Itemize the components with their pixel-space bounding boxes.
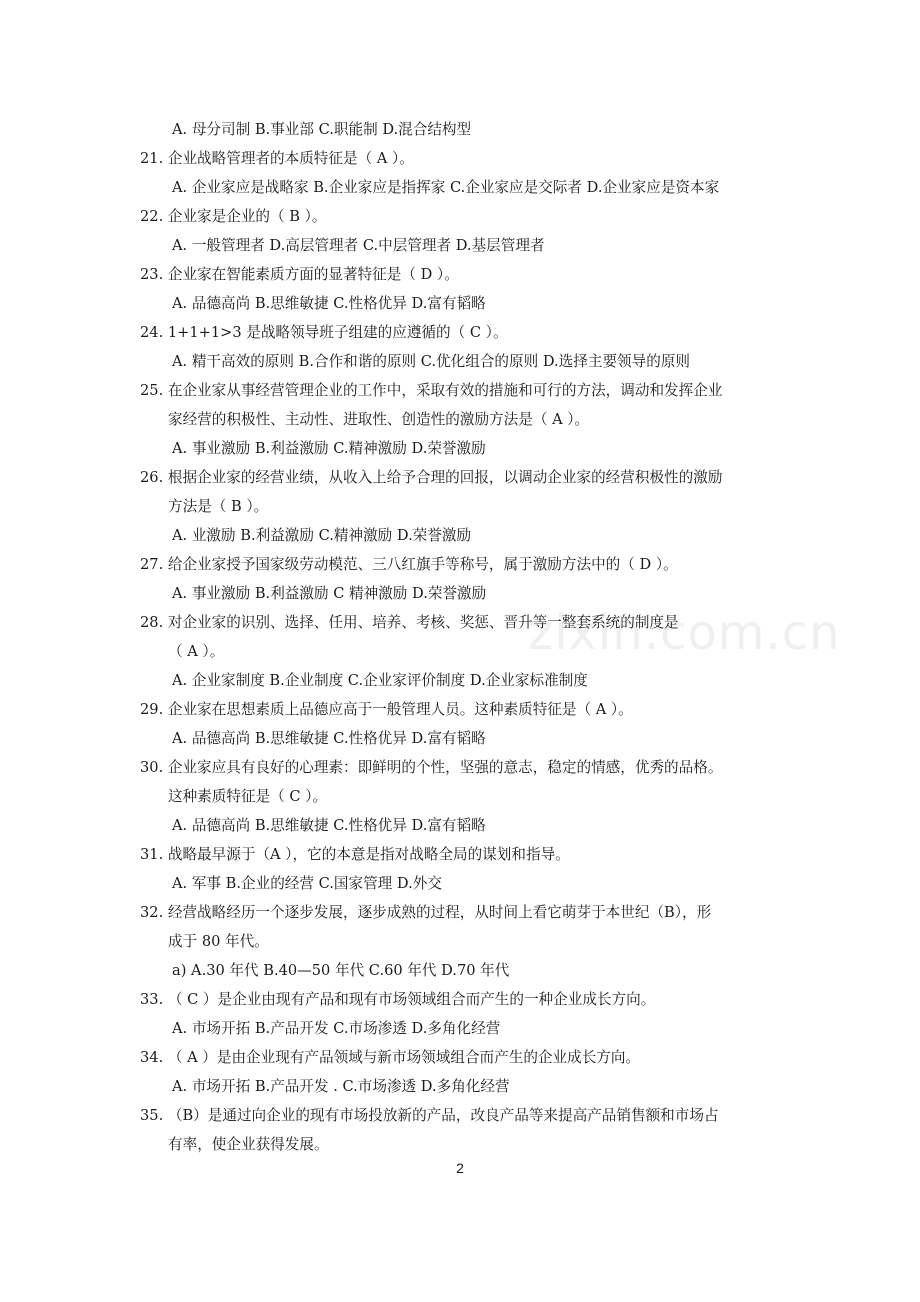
question-28: 28. 对企业家的识别、选择、任用、培养、考核、奖惩、晋升等一整套系统的制度是: [140, 614, 679, 631]
options-23: A. 品德高尚 B.思维敏捷 C.性格优异 D.富有韬略: [172, 295, 486, 312]
question-26: 26. 根据企业家的经营业绩，从收入上给予合理的回报，以调动企业家的经营积极性的激励: [140, 469, 723, 486]
question-32: 32. 经营战略经历一个逐步发展，逐步成熟的过程，从时间上看它萌芽于本世纪（B），形: [140, 904, 712, 921]
question-24: 24. 1+1+1>3 是战略领导班子组建的应遵循的（ C ）。: [140, 324, 508, 341]
question-32-cont: 成于 80 年代。: [168, 933, 269, 950]
watermark: zixin.com.cn: [528, 605, 841, 661]
question-35: 35. （B）是通过向企业的现有市场投放新的产品，改良产品等来提高产品销售额和市场占: [140, 1107, 719, 1124]
options-29: A. 品德高尚 B.思维敏捷 C.性格优异 D.富有韬略: [172, 730, 486, 747]
options-27: A. 事业激励 B.利益激励 C 精神激励 D.荣誉激励: [172, 585, 487, 602]
question-26-cont: 方法是（ B ）。: [168, 498, 269, 515]
options-34: A. 市场开拓 B.产品开发 . C.市场渗透 D.多角化经营: [172, 1078, 510, 1095]
question-28-cont: （ A ）。: [168, 643, 225, 660]
question-22: 22. 企业家是企业的（ B ）。: [140, 208, 327, 225]
options-21: A. 企业家应是战略家 B.企业家应是指挥家 C.企业家应是交际者 D.企业家应是资本家: [172, 179, 720, 196]
options-22: A. 一般管理者 D.高层管理者 C.中层管理者 D.基层管理者: [172, 237, 545, 254]
question-33: 33. （ C ）是企业由现有产品和现有市场领域组合而产生的一种企业成长方向。: [140, 991, 656, 1008]
question-27: 27. 给企业家授予国家级劳动模范、三八红旗手等称号，属于激励方法中的（ D ）。: [140, 556, 678, 573]
question-23: 23. 企业家在智能素质方面的显著特征是（ D ）。: [140, 266, 459, 283]
options-24: A. 精干高效的原则 B.合作和谐的原则 C.优化组合的原则 D.选择主要领导的原则: [172, 353, 691, 370]
question-34: 34. （ A ）是由企业现有产品领域与新市场领域组合而产生的企业成长方向。: [140, 1049, 641, 1066]
question-21: 21. 企业战略管理者的本质特征是（ A ）。: [140, 150, 414, 167]
question-31: 31. 战略最早源于（A ），它的本意是指对战略全局的谋划和指导。: [140, 846, 570, 863]
options-28: A. 企业家制度 B.企业制度 C.企业家评价制度 D.企业家标准制度: [172, 672, 588, 689]
question-35-cont: 有率，使企业获得发展。: [168, 1136, 329, 1153]
options-30: A. 品德高尚 B.思维敏捷 C.性格优异 D.富有韬略: [172, 817, 486, 834]
question-25: 25. 在企业家从事经营管理企业的工作中，采取有效的措施和可行的方法，调动和发挥企业: [140, 382, 723, 399]
question-29: 29. 企业家在思想素质上品德应高于一般管理人员。这种素质特征是（ A ）。: [140, 701, 633, 718]
options-32: a) A.30 年代 B.40—50 年代 C.60 年代 D.70 年代: [172, 962, 510, 979]
question-30-cont: 这种素质特征是（ C ）。: [168, 788, 328, 805]
page-number: 2: [456, 1160, 464, 1176]
question-25-cont: 家经营的积极性、主动性、进取性、创造性的激励方法是（ A ）。: [168, 411, 590, 428]
options-31: A. 军事 B.企业的经营 C.国家管理 D.外交: [172, 875, 442, 892]
options-33: A. 市场开拓 B.产品开发 C.市场渗透 D.多角化经营: [172, 1020, 501, 1037]
options-26: A. 业激励 B.利益激励 C.精神激励 D.荣誉激励: [172, 527, 472, 544]
question-30: 30. 企业家应具有良好的心理素：即鲜明的个性，坚强的意志，稳定的情感，优秀的品格。: [140, 759, 723, 776]
options-25: A. 事业激励 B.利益激励 C.精神激励 D.荣誉激励: [172, 440, 486, 457]
text-line: A. 母分司制 B.事业部 C.职能制 D.混合结构型: [172, 121, 472, 138]
